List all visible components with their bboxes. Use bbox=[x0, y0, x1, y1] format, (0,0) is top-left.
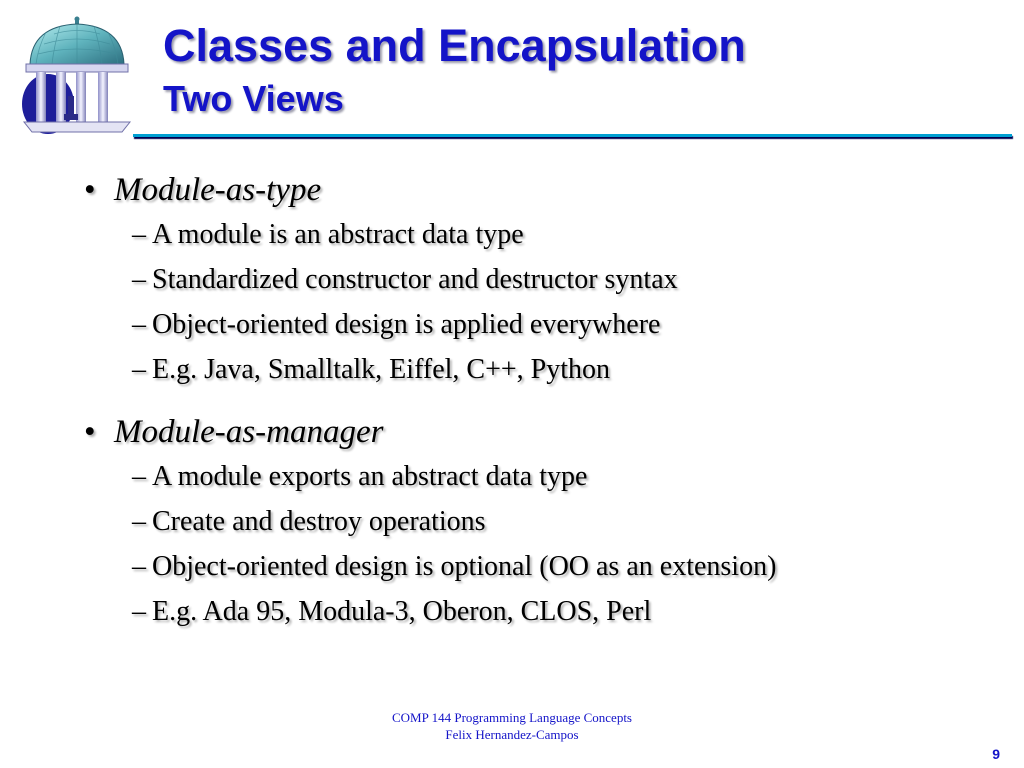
footer-course: COMP 144 Programming Language Concepts bbox=[392, 710, 632, 725]
sub-bullet: – E.g. Java, Smalltalk, Eiffel, C++, Python bbox=[132, 354, 611, 385]
slide-body bbox=[84, 168, 1004, 652]
sub-bullet: – A module exports an abstract data type bbox=[132, 461, 588, 492]
sub-bullet-text: E.g. Java, Smalltalk, Eiffel, C++, Python bbox=[152, 354, 611, 385]
slide-title: Classes and Encapsulation bbox=[163, 20, 746, 71]
page-number: 9 bbox=[992, 746, 1000, 762]
sub-bullet-text: Object-oriented design is applied everywhere bbox=[152, 309, 661, 340]
footer-author: Felix Hernandez-Campos bbox=[445, 727, 579, 742]
sub-bullet: – Standardized constructor and destructor syntax bbox=[132, 264, 678, 295]
bullet-dot-icon: • bbox=[84, 414, 96, 450]
bullet-module-as-manager bbox=[84, 410, 1004, 454]
sub-bullet: – A module is an abstract data type bbox=[132, 219, 524, 250]
sub-bullet-text: Standardized constructor and destructor syntax bbox=[152, 264, 678, 295]
sub-bullet-text: A module exports an abstract data type bbox=[152, 461, 588, 492]
old-well-rotunda-icon bbox=[18, 16, 136, 142]
bullet-dot-icon: • bbox=[84, 172, 96, 208]
sub-bullet: – E.g. Ada 95, Modula-3, Oberon, CLOS, Perl bbox=[132, 596, 652, 627]
sub-bullet-list bbox=[84, 454, 1004, 634]
sub-bullet-list bbox=[84, 212, 1004, 392]
sub-bullet-text: Create and destroy operations bbox=[152, 506, 486, 537]
title-divider bbox=[133, 134, 1012, 137]
sub-bullet: – Object-oriented design is applied everywhere bbox=[132, 309, 661, 340]
sub-bullet-text: A module is an abstract data type bbox=[152, 219, 524, 250]
sub-bullet: – Object-oriented design is optional (OO as an extension) bbox=[132, 551, 777, 582]
slide-subtitle: Two Views bbox=[163, 78, 344, 119]
sub-bullet: – Create and destroy operations bbox=[132, 506, 486, 537]
bullet-text: Module-as-type bbox=[114, 172, 322, 208]
sub-bullet-text: E.g. Ada 95, Modula-3, Oberon, CLOS, Perl bbox=[152, 596, 652, 627]
bullet-text: Module-as-manager bbox=[114, 414, 384, 450]
sub-bullet-text: Object-oriented design is optional (OO as an extension) bbox=[152, 551, 777, 582]
bullet-module-as-type bbox=[84, 168, 1004, 212]
